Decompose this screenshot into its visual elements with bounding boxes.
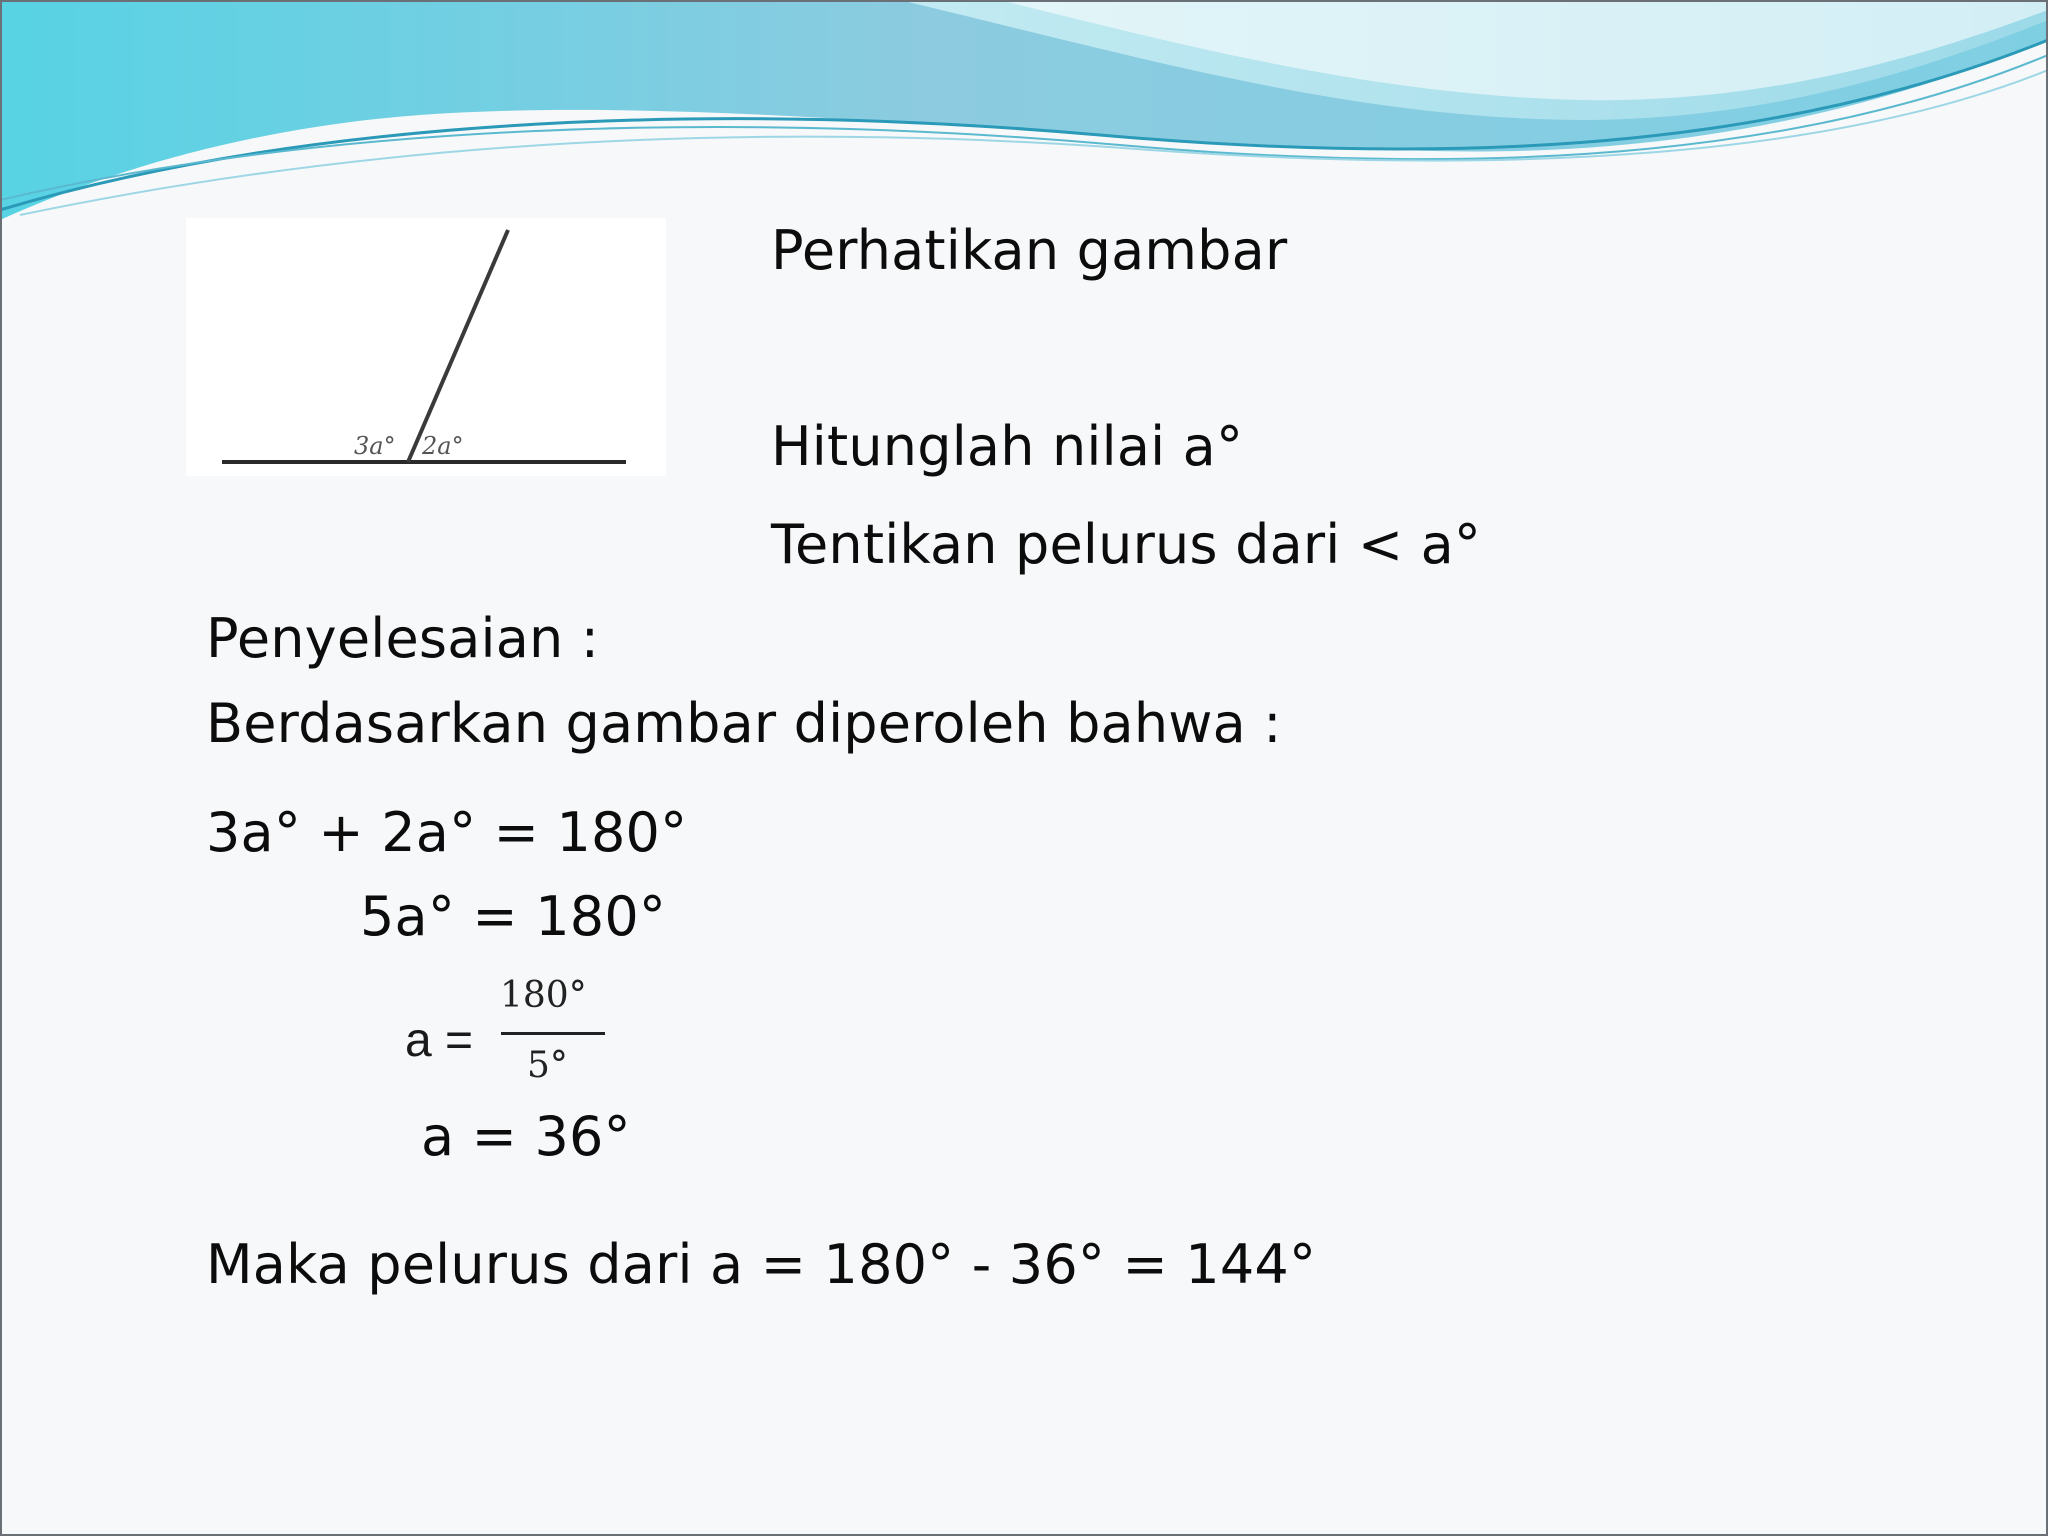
fraction-numerator: 180° <box>500 975 587 1016</box>
question-line-3: Tentikan pelurus dari < a° <box>771 513 1482 576</box>
equation-step-1: 3a° + 2a° = 180° <box>206 801 688 864</box>
fraction-denominator: 5° <box>527 1045 568 1086</box>
equation-step-2: 5a° = 180° <box>360 885 667 948</box>
fraction-bar <box>501 1032 605 1035</box>
solution-intro: Berdasarkan gambar diperoleh bahwa : <box>206 692 1282 755</box>
figure-label-right: 2a° <box>422 432 464 460</box>
figure-label-left: 3a° <box>354 432 396 460</box>
fraction-lhs: a = <box>405 1014 474 1067</box>
question-line-2: Hitunglah nilai a° <box>771 415 1244 478</box>
header-wave-decoration <box>0 0 2048 240</box>
conclusion: Maka pelurus dari a = 180° - 36° = 144° <box>206 1233 1317 1296</box>
equation-step-3-fraction <box>405 975 605 1095</box>
solution-heading: Penyelesaian : <box>206 607 600 670</box>
angle-figure <box>186 218 666 476</box>
equation-step-4: a = 36° <box>421 1105 631 1168</box>
figure-ray <box>408 230 508 462</box>
question-line-1: Perhatikan gambar <box>771 219 1288 282</box>
